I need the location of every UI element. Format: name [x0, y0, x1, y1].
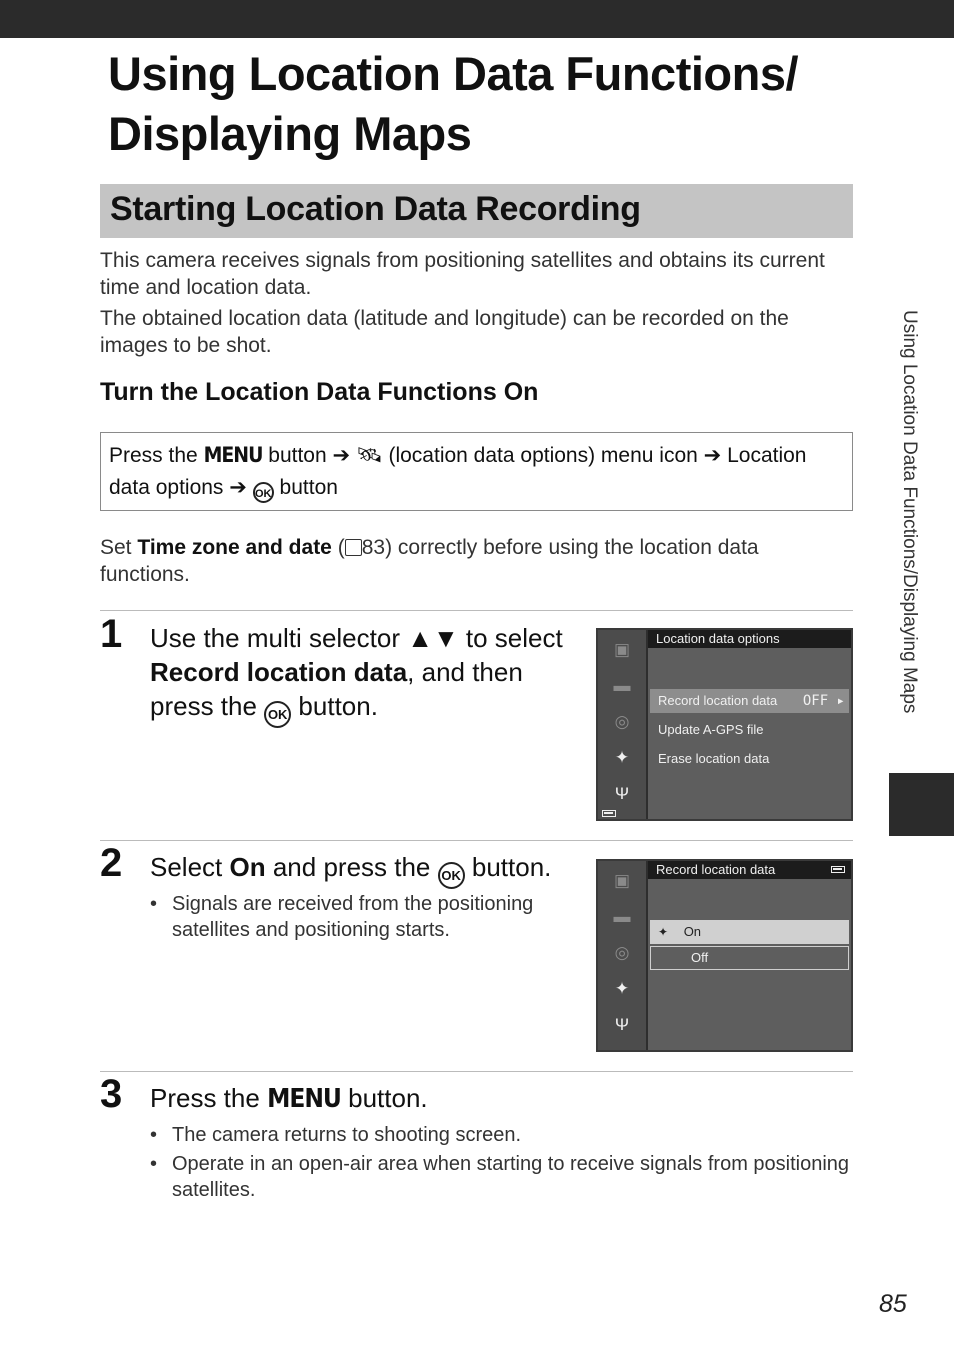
procedure-location-options: (location data options) menu icon ➔ Location data options ➔ [109, 444, 807, 499]
step-1-text-a: Use the multi selector ▲▼ to select [150, 623, 563, 653]
camera-menu-tabs [598, 861, 648, 1050]
step-1-number: 1 [100, 612, 123, 656]
step-2-text-d: button. [471, 852, 552, 882]
wireless-icon: ◎ [614, 712, 630, 731]
note-time-zone: Time zone and date [137, 536, 332, 559]
step-3-bullet-2 [150, 1151, 850, 1203]
camera-icon: ▣ [613, 871, 631, 890]
step-2-number: 2 [100, 841, 123, 885]
satellite-icon: ✦ [658, 925, 669, 939]
battery-icon [831, 866, 845, 873]
step-1-text-b: Record location data [150, 657, 408, 687]
step-1-text-c: , and then press the [150, 657, 523, 721]
procedure-press-the: Press the [109, 444, 198, 467]
step-2-text [150, 850, 580, 889]
satellite-icon: ✦ [614, 748, 630, 767]
divider-2 [100, 840, 853, 841]
note-set: Set [100, 536, 132, 559]
section-header [100, 184, 853, 238]
wrench-icon: Ψ [614, 1015, 630, 1034]
step-1-text [150, 621, 575, 728]
procedure-button-word: button [279, 476, 338, 499]
title-line-2: Displaying Maps [108, 107, 472, 160]
procedure-button-arrow: button ➔ [268, 444, 351, 467]
menu-item-record-location [650, 689, 849, 713]
bullet-dot: • [150, 893, 158, 915]
step-2-bullet-text: Signals are received from the positioning satellites and positioning starts. [172, 893, 534, 941]
step-2-text-a: Select [150, 852, 223, 882]
bullet-dot: • [150, 1124, 158, 1146]
battery-icon [602, 810, 616, 817]
bullet-dot: • [150, 1153, 158, 1175]
ok-button-icon: OK [438, 862, 465, 889]
intro-paragraph-1: This camera receives signals from positioning satellites and obtains its current time and location data. [100, 249, 825, 299]
step-2-text-b: On [229, 852, 266, 882]
page-number: 85 [879, 1290, 907, 1318]
section-title: Starting Location Data Recording [110, 190, 641, 228]
ok-button-icon: OK [253, 482, 274, 503]
side-tab [896, 310, 926, 760]
menu-item-update-agps: Update A-GPS file [658, 722, 764, 737]
procedure-box [100, 432, 853, 511]
screen-header [648, 861, 851, 879]
camera-menu-tabs [598, 630, 648, 819]
step-3-bullet-1 [150, 1122, 850, 1148]
side-tab-marker [889, 773, 954, 836]
option-off: Off [650, 946, 849, 970]
option-on [650, 920, 849, 944]
procedure-text [109, 439, 844, 504]
movie-icon: ▬ [613, 907, 631, 926]
step-3-bullet-1-text: The camera returns to shooting screen. [172, 1124, 522, 1146]
camera-icon: ▣ [613, 640, 631, 659]
camera-screen-2 [596, 859, 853, 1052]
intro-paragraph-2: The obtained location data (latitude and longitude) can be recorded on the images to be shot. [100, 307, 789, 357]
menu-item-label: Record location data [658, 693, 778, 708]
side-tab-label: Using Location Data Functions/Displaying Maps [899, 310, 920, 714]
title-line-1: Using Location Data Functions/ [108, 47, 799, 100]
movie-icon: ▬ [613, 676, 631, 695]
satellite-icon: 🛰︎ [355, 444, 383, 467]
menu-item-erase-location: Erase location data [658, 751, 770, 766]
step-3-text-b: button. [348, 1083, 428, 1113]
step-3-bullet-2-text: Operate in an open-air area when starting to receive signals from positioning satellites. [172, 1153, 850, 1201]
step-3-number: 3 [100, 1072, 123, 1116]
menu-button-icon: MENU [203, 443, 263, 467]
page-title [108, 44, 888, 164]
note-ref-page: 83 [361, 536, 386, 559]
menu-button-icon: MENU [267, 1084, 341, 1114]
page-reference-icon [345, 539, 362, 556]
note-paragraph: Set Time zone and date ( 83) correctly before using the location data functions. [100, 536, 759, 586]
step-2-text-c: and press the [272, 852, 431, 882]
subheading: Turn the Location Data Functions On [100, 378, 539, 406]
step-1-text-d: button. [298, 691, 378, 721]
satellite-icon: ✦ [614, 979, 630, 998]
top-bar [0, 0, 954, 38]
option-on-label: On [683, 924, 702, 939]
wireless-icon: ◎ [614, 943, 630, 962]
divider-1 [100, 610, 853, 611]
wrench-icon: Ψ [614, 784, 630, 803]
menu-item-value: OFF ▸ [802, 693, 845, 709]
ok-button-icon: OK [264, 701, 291, 728]
step-2-bullet [150, 891, 550, 943]
step-3-text-a: Press the [150, 1083, 260, 1113]
note-rest: ) correctly before using the location data functions. [100, 536, 759, 586]
divider-3 [100, 1071, 853, 1072]
step-3-text [150, 1081, 750, 1116]
screen-header-label: Record location data [656, 862, 776, 877]
screen-header: Location data options [648, 630, 851, 648]
camera-screen-1 [596, 628, 853, 821]
